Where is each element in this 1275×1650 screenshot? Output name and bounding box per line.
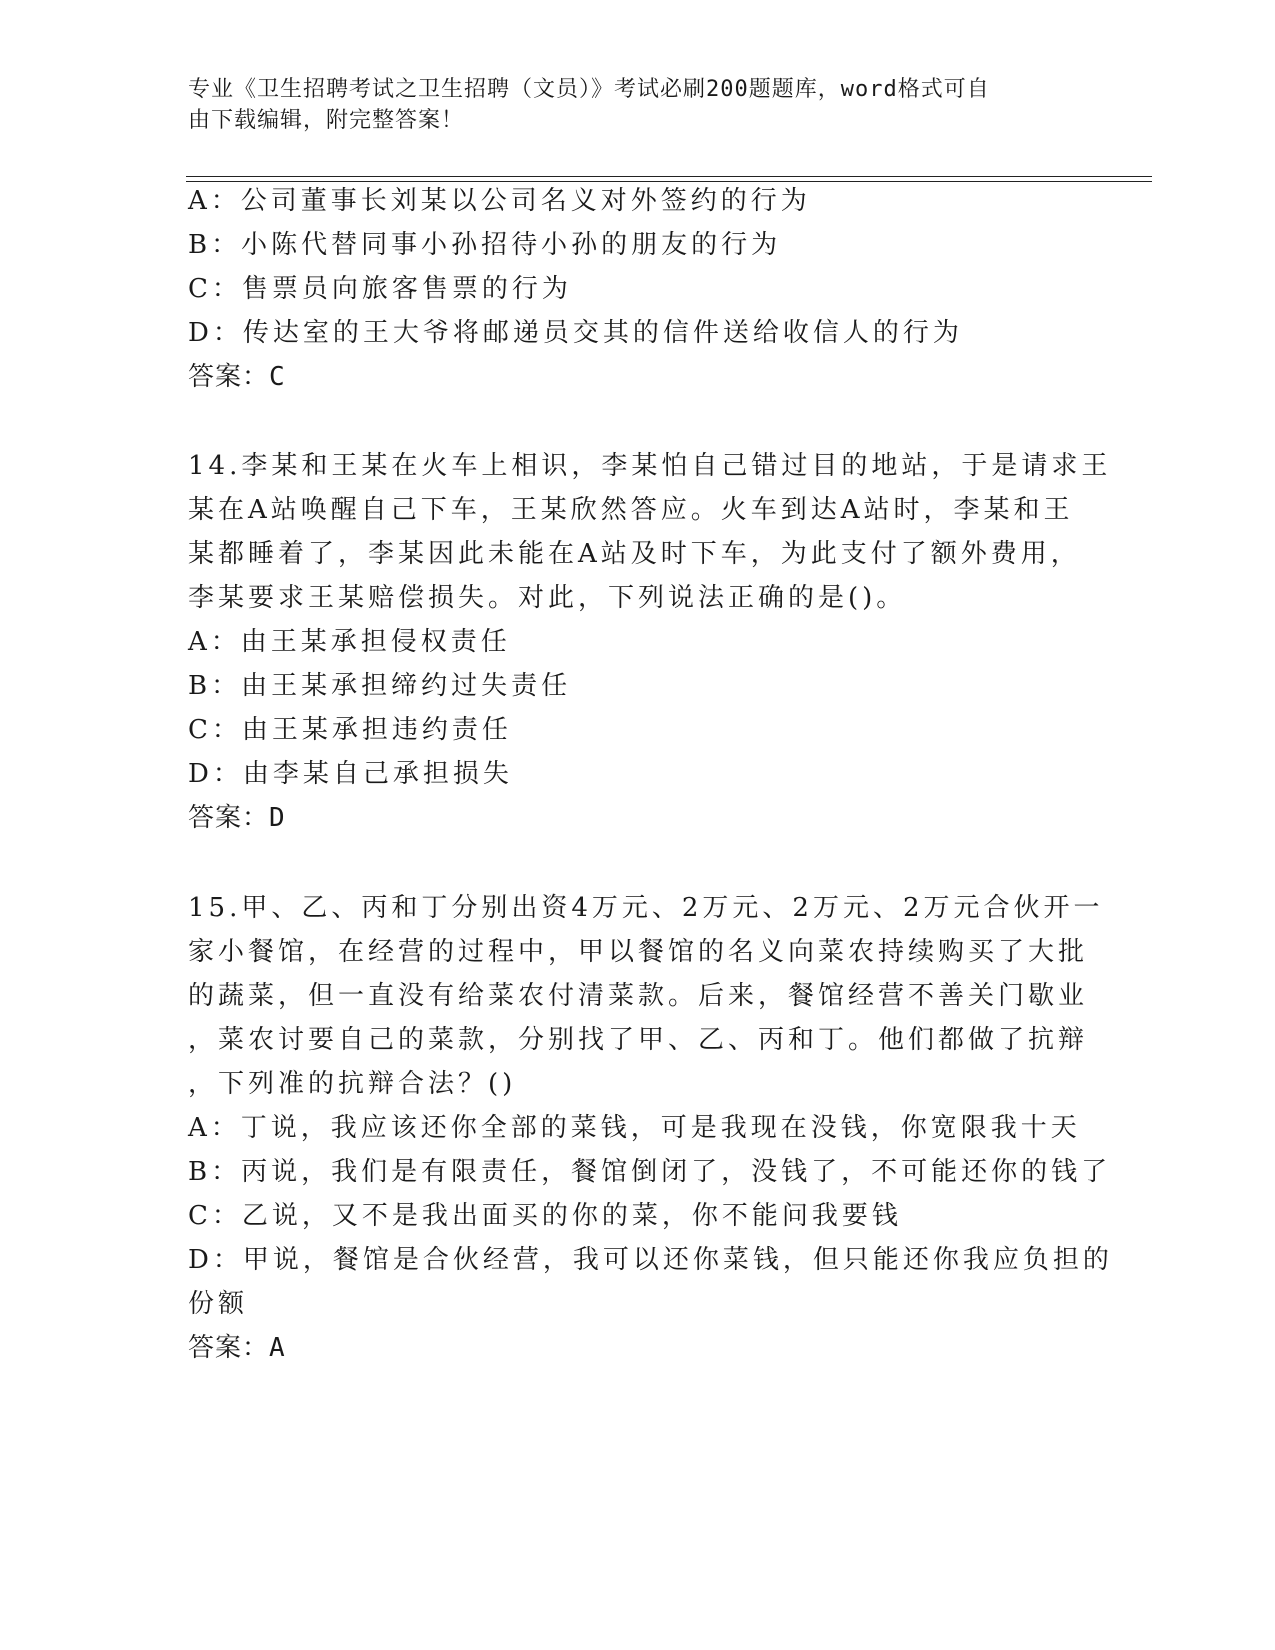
q14-stem-line-1: 14.李某和王某在火车上相识，李某怕自己错过目的地站，于是请求王 [188, 451, 1112, 481]
q15-stem-line-5: ，下列准的抗辩合法？() [188, 1069, 517, 1099]
q15-stem-line-3: 的蔬菜，但一直没有给菜农付清菜款。后来，餐馆经营不善关门歇业 [188, 981, 1089, 1011]
q15-option-a: A：丁说，我应该还你全部的菜钱，可是我现在没钱，你宽限我十天 [188, 1113, 1081, 1143]
q15-answer [188, 1331, 286, 1365]
q13-answer [188, 360, 286, 394]
header-line-1: 专业《卫生招聘考试之卫生招聘（文员）》考试必刷200题题库，word格式可自 [188, 77, 990, 102]
answer-label: 答案： [188, 1333, 270, 1363]
q13-option-d: D：传达室的王大爷将邮递员交其的信件送给收信人的行为 [188, 318, 963, 348]
answer-value: D [269, 803, 286, 833]
q14-stem-line-4: 李某要求王某赔偿损失。对此，下列说法正确的是()。 [188, 583, 907, 613]
q15-option-b: B：丙说，我们是有限责任，餐馆倒闭了，没钱了，不可能还你的钱了 [188, 1157, 1112, 1187]
header-rule-bottom [186, 181, 1152, 182]
q14-option-d: D：由李某自己承担损失 [188, 759, 513, 789]
answer-value: C [269, 362, 286, 392]
q14-stem-line-3: 某都睡着了，李某因此未能在A站及时下车，为此支付了额外费用， [188, 539, 1081, 569]
q14-option-b: B：由王某承担缔约过失责任 [188, 671, 572, 701]
q13-option-b: B：小陈代替同事小孙招待小孙的朋友的行为 [188, 230, 782, 260]
q13-option-a: A：公司董事长刘某以公司名义对外签约的行为 [188, 186, 811, 216]
q15-stem-line-2: 家小餐馆，在经营的过程中，甲以餐馆的名义向菜农持续购买了大批 [188, 937, 1089, 967]
q15-option-d: D：甲说，餐馆是合伙经营，我可以还你菜钱，但只能还你我应负担的 [188, 1245, 1113, 1275]
q15-option-c: C：乙说，又不是我出面买的你的菜，你不能问我要钱 [188, 1201, 902, 1231]
q15-option-d-continued: 份额 [188, 1289, 249, 1319]
answer-value: A [269, 1333, 286, 1363]
header-rule-top [186, 176, 1152, 177]
q15-stem-line-1: 15.甲、乙、丙和丁分别出资4万元、2万元、2万元、2万元合伙开一 [188, 893, 1104, 923]
q14-option-c: C：由王某承担违约责任 [188, 715, 512, 745]
q14-option-a: A：由王某承担侵权责任 [188, 627, 511, 657]
q15-stem-line-4: ，菜农讨要自己的菜款，分别找了甲、乙、丙和丁。他们都做了抗辩 [188, 1025, 1089, 1055]
q14-answer [188, 801, 286, 835]
answer-label: 答案： [188, 803, 270, 833]
header-line-2: 由下载编辑，附完整答案！ [188, 108, 465, 133]
q14-stem-line-2: 某在A站唤醒自己下车，王某欣然答应。火车到达A站时，李某和王 [188, 495, 1074, 525]
answer-label: 答案： [188, 362, 270, 392]
q13-option-c: C：售票员向旅客售票的行为 [188, 274, 572, 304]
document-header [188, 74, 1068, 136]
